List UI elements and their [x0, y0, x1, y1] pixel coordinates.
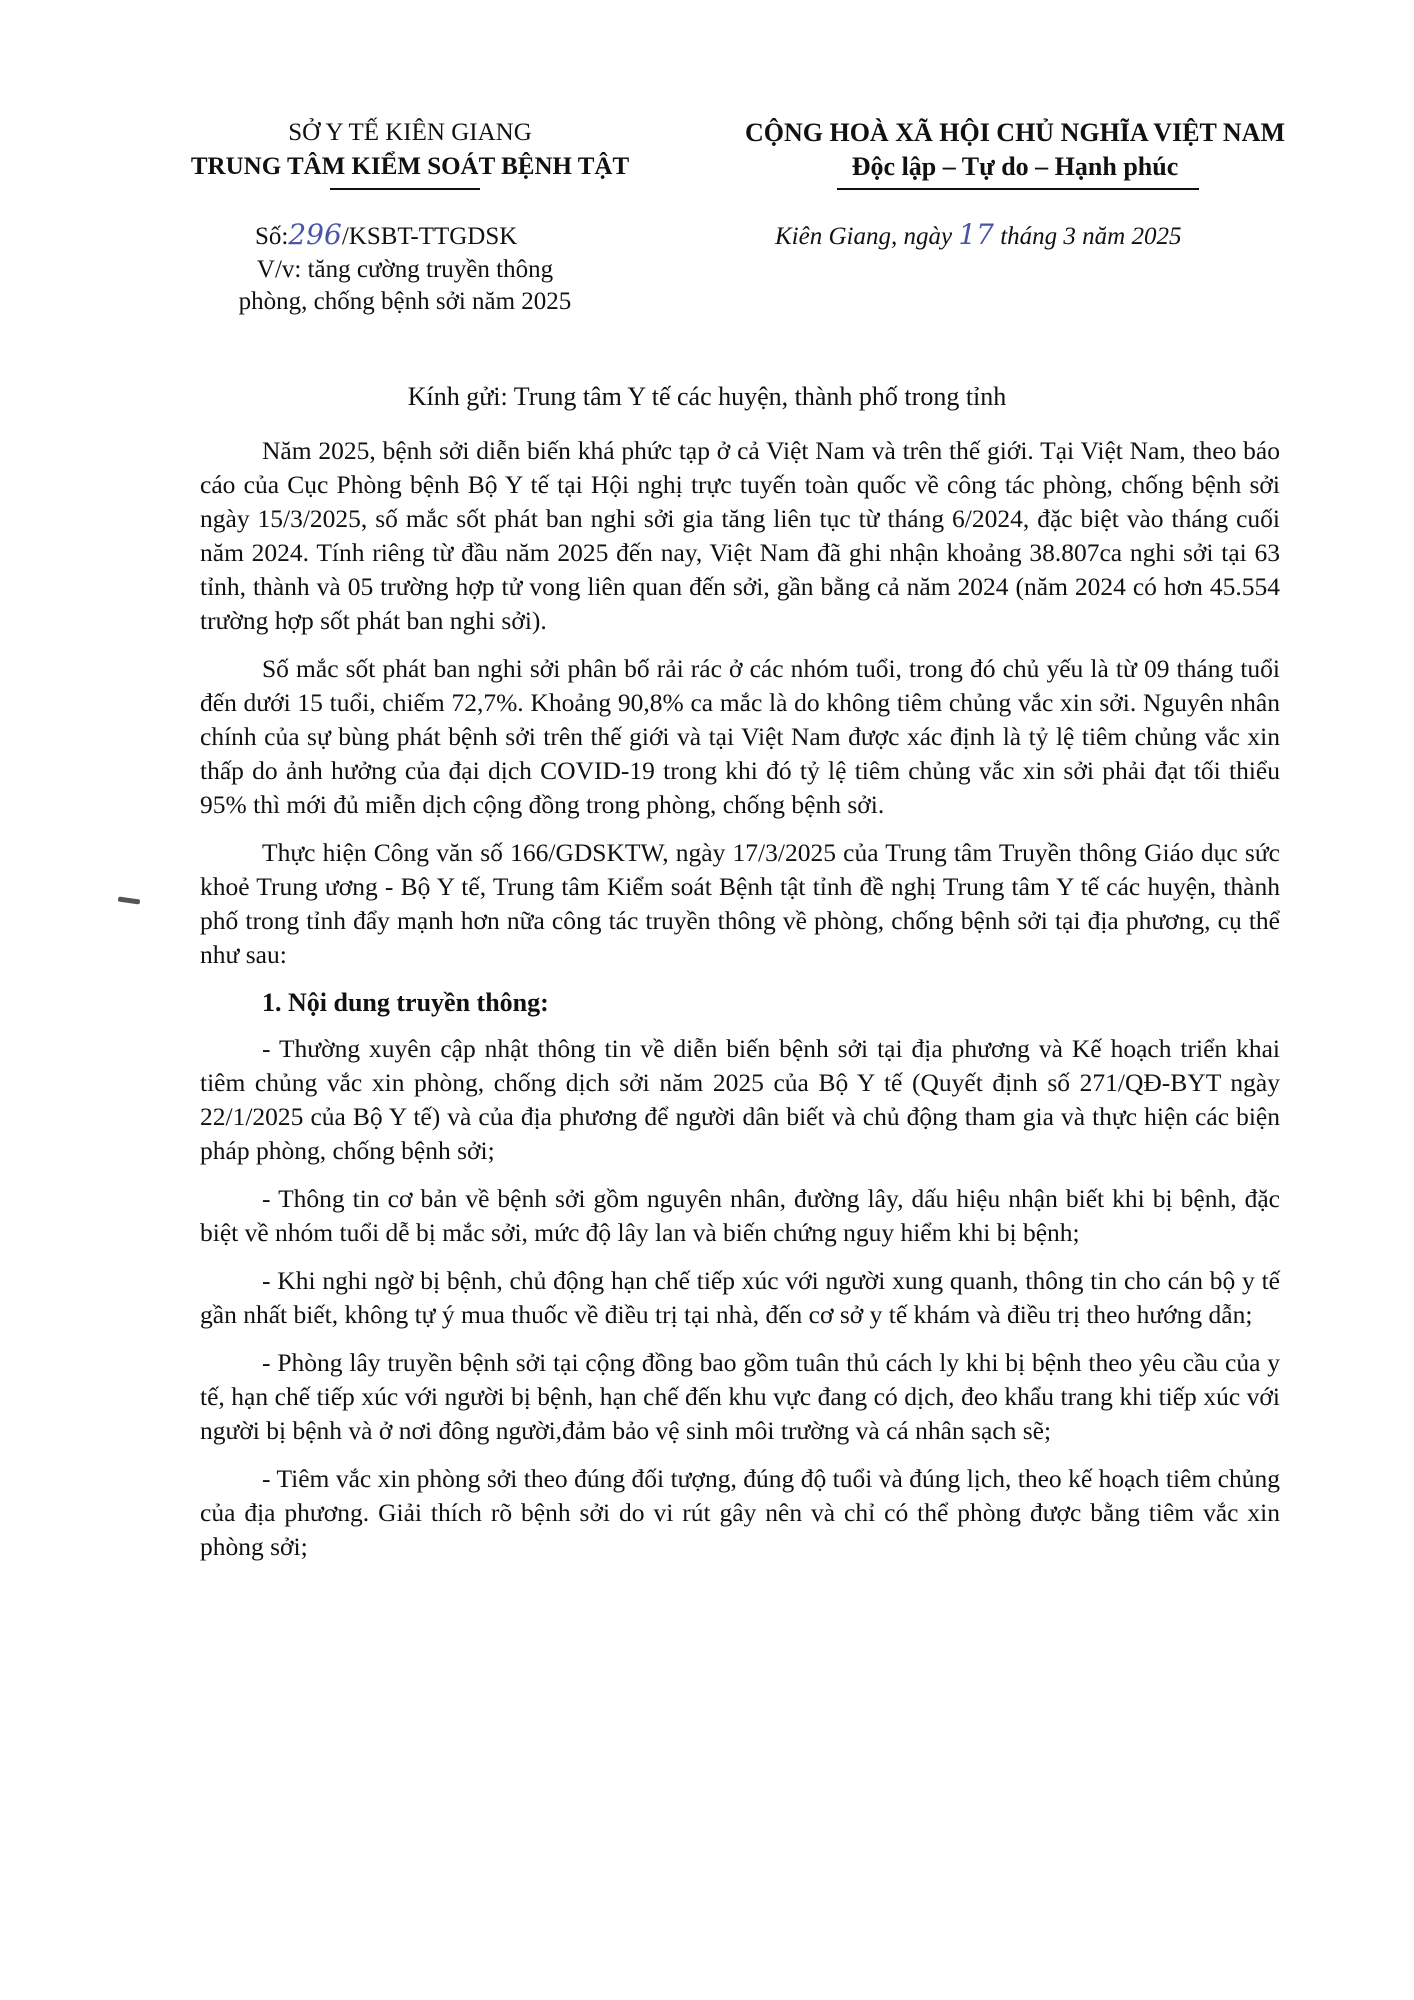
place-date-prefix: Kiên Giang, ngày [775, 223, 953, 250]
org-underline [330, 188, 480, 190]
doc-number-suffix: /KSBT-TTGDSK [341, 223, 518, 250]
place-and-date [775, 220, 1181, 252]
doc-number-handwritten: 296 [288, 218, 342, 251]
document-body [200, 434, 1280, 1578]
date-day-handwritten: 17 [958, 218, 994, 251]
section-1-title: 1. Nội dung truyền thông: [262, 988, 549, 1017]
paragraph-3: Thực hiện Công văn số 166/GDSKTW, ngày 17/3/2025 của Trung tâm Truyền thông Giáo dục sức khoẻ Trung ương - Bộ Y tế, Trung tâm Kiểm soát Bệnh tật tỉnh đề nghị Trung tâm Y tế các huyện, thành phố trong tỉnh đẩy mạnh hơn nữa công tác truyền thông về phòng, chống bệnh sởi tại địa phương, cụ thể như sau: [200, 838, 1280, 969]
document-number [255, 220, 517, 252]
nation-title: CỘNG HOÀ XÃ HỘI CHỦ NGHĨA VIỆT NAM [744, 118, 1286, 147]
motto: Độc lập – Tự do – Hạnh phúc [851, 152, 1179, 181]
org-name: TRUNG TÂM KIỂM SOÁT BỆNH TẬT [190, 153, 630, 180]
bullet-1: - Thường xuyên cập nhật thông tin về diễn biến bệnh sởi tại địa phương và Kế hoạch triển khai tiêm chủng vắc xin phòng, chống dịch sởi năm 2025 của Bộ Y tế (Quyết định số 271/QĐ-BYT ngày 22/1/2025 của Bộ Y tế) và của địa phương để người dân biết và chủ động tham gia và thực hiện các biện pháp phòng, chống bệnh sởi; [200, 1034, 1280, 1165]
bullet-4: - Phòng lây truyền bệnh sởi tại cộng đồng bao gồm tuân thủ cách ly khi bị bệnh theo yêu cầu của y tế, hạn chế tiếp xúc với người bị bệnh, hạn chế đến khu vực đang có dịch, đeo khẩu trang khi tiếp xúc với người bị bệnh và ở nơi đông người,đảm bảo vệ sinh môi trường và cá nhân sạch sẽ; [200, 1348, 1280, 1445]
doc-number-prefix: Số: [255, 223, 289, 250]
paragraph-2: Số mắc sốt phát ban nghi sởi phân bố rải rác ở các nhóm tuổi, trong đó chủ yếu là từ 09 tháng tuổi đến dưới 15 tuổi, chiếm 72,7%. Khoảng 90,8% ca mắc là do không tiêm chủng vắc xin sởi. Nguyên nhân chính của sự bùng phát bệnh sởi trên thế giới và tại Việt Nam được xác định là tỷ lệ tiêm chủng vắc xin thấp do ảnh hưởng của đại dịch COVID-19 trong khi đó tỷ lệ tiêm chủng vắc xin sởi phải đạt tối thiểu 95% thì mới đủ miễn dịch cộng đồng trong phòng, chống bệnh sởi. [200, 654, 1280, 819]
scan-mark [118, 896, 140, 904]
paragraph-1: Năm 2025, bệnh sởi diễn biến khá phức tạp ở cả Việt Nam và trên thế giới. Tại Việt Nam, theo báo cáo của Cục Phòng bệnh Bộ Y tế tại Hội nghị trực tuyến toàn quốc về công tác phòng, chống bệnh sởi ngày 15/3/2025, số mắc sốt phát ban nghi sởi gia tăng liên tục từ tháng 6/2024, đặc biệt vào tháng cuối năm 2024. Tính riêng từ đầu năm 2025 đến nay, Việt Nam đã ghi nhận khoảng 38.807ca nghi sởi tại 63 tỉnh, thành và 05 trường hợp tử vong liên quan đến sởi, gần bằng cả năm 2024 (năm 2024 có hơn 45.554 trường hợp sốt phát ban nghi sởi). [200, 436, 1280, 635]
recipient-line: Kính gửi: Trung tâm Y tế các huyện, thành phố trong tỉnh [407, 382, 1007, 411]
place-date-suffix: tháng 3 năm 2025 [1000, 223, 1182, 250]
subject-line-1: V/v: tăng cường truyền thông [256, 256, 554, 283]
bullet-3: - Khi nghi ngờ bị bệnh, chủ động hạn chế tiếp xúc với người xung quanh, thông tin cho cán bộ y tế gần nhất biết, không tự ý mua thuốc về điều trị tại nhà, đến cơ sở y tế khám và điều trị theo hướng dẫn; [200, 1266, 1280, 1329]
subject-line-2: phòng, chống bệnh sởi năm 2025 [238, 288, 572, 315]
document-subject [195, 254, 615, 318]
bullet-5: - Tiêm vắc xin phòng sởi theo đúng đối tượng, đúng độ tuổi và đúng lịch, theo kế hoạch tiêm chủng của địa phương. Giải thích rõ bệnh sởi do vi rút gây nên và chỉ có thể phòng được bằng tiêm vắc xin phòng sởi; [200, 1464, 1280, 1561]
org-parent: SỞ Y TẾ KIÊN GIANG [288, 119, 532, 146]
bullet-2: - Thông tin cơ bản về bệnh sởi gồm nguyên nhân, đường lây, dấu hiệu nhận biết khi bị bệnh, đặc biệt về nhóm tuổi dễ bị mắc sởi, mức độ lây lan và biến chứng nguy hiểm khi bị bệnh; [200, 1184, 1280, 1247]
motto-underline [837, 188, 1199, 190]
